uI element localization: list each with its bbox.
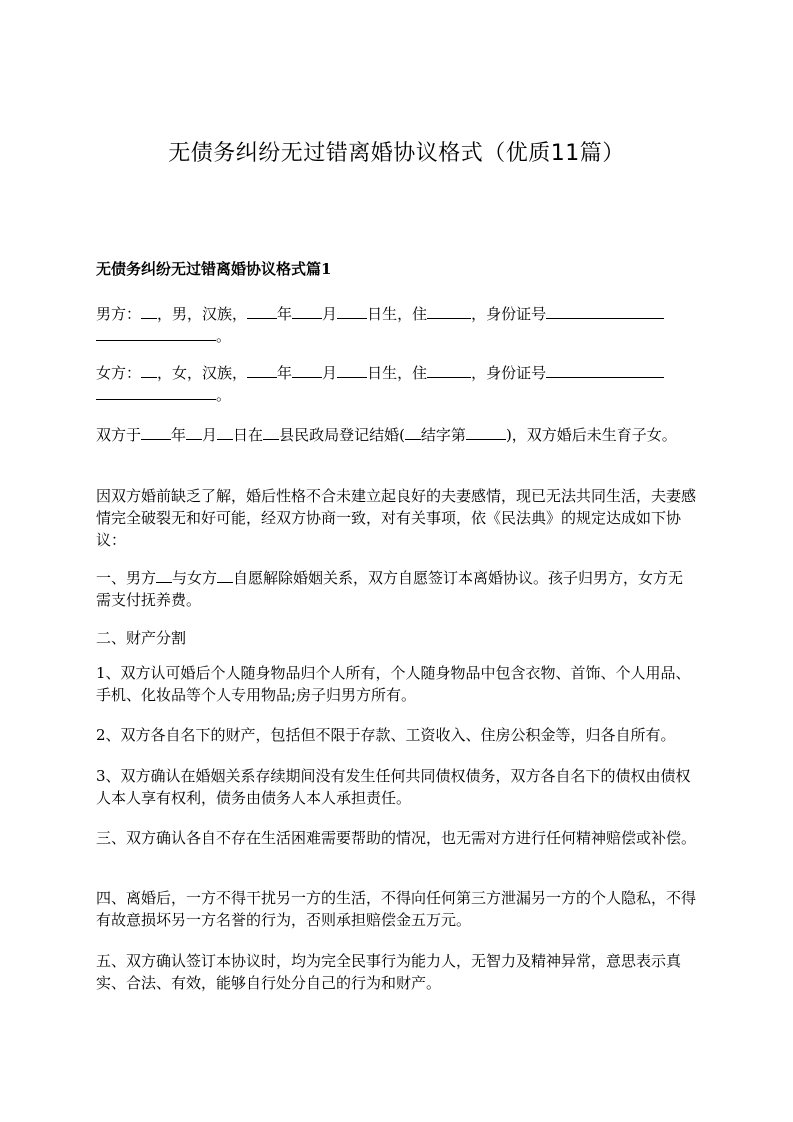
male-end: 。 [216,327,232,345]
blank-month [186,424,202,440]
blank-address [427,303,471,319]
clause-3-paragraph: 三、双方确认各自不存在生活困难需要帮助的情况，也无需对方进行任何精神赔偿或补偿。 [96,829,697,847]
marriage-cert: 结字第 [420,426,466,444]
clause-2-heading: 二、财产分割 [96,629,187,647]
blank-year [141,424,171,440]
blank-year [247,303,277,319]
marriage-text-1: 双方于 [96,426,142,444]
marriage-year: 年 [171,426,187,444]
blank-year [247,362,277,378]
female-text-1: ，女，汉族， [157,364,248,382]
male-year: 年 [277,305,293,323]
marriage-day-at: 日在 [233,426,264,444]
male-month: 月 [322,305,338,323]
blank-month [292,303,322,319]
marriage-county: 县民政局登记结婚( [279,426,405,444]
blank-female-name [217,567,233,583]
female-prefix: 女方： [96,364,142,382]
female-id-label: ，身份证号 [471,364,547,382]
blank-day [337,303,367,319]
blank-day [337,362,367,378]
property-item-3: 3、双方确认在婚姻关系存续期间没有发生任何共同债权债务，双方各自名下的债权由债权人本人享有权利，债务由债务人本人承担责任。 [96,767,691,807]
blank-id-number [546,303,664,319]
female-end: 。 [216,386,232,404]
blank-county [263,424,279,440]
blank-address [427,362,471,378]
blank-name [141,303,157,319]
blank-male-name [156,567,172,583]
marriage-rest: )，双方婚后未生育子女。 [505,426,677,444]
female-day-live: 日生，住 [367,364,428,382]
marriage-month: 月 [202,426,218,444]
clause1-text-1: 一、男方 [96,569,157,587]
male-text-1: ，男，汉族， [157,305,248,323]
clause-5-paragraph: 五、双方确认签订本协议时，均为完全民事行为能力人，无智力及精神异常，意思表示真实、合法、有效，能够自行处分自己的行为和财产。 [96,952,682,992]
male-id-label: ，身份证号 [471,305,547,323]
female-year: 年 [277,364,293,382]
marriage-registration-paragraph [96,424,697,446]
property-item-2: 2、双方各自名下的财产，包括但不限于存款、工资收入、住房公积金等，归各自所有。 [96,726,676,744]
female-month: 月 [322,364,338,382]
property-item-1: 1、双方认可婚后个人随身物品归个人所有，个人随身物品中包含衣物、首饰、个人用品、手机、化妆品等个人专用物品;房子归男方所有。 [96,664,691,704]
clause-1-paragraph [96,567,697,611]
female-party-line [96,362,697,406]
blank-cert-prefix [405,424,421,440]
clause1-text-2: 与女方 [172,569,218,587]
clause-4-paragraph: 四、离婚后，一方不得干扰另一方的生活，不得向任何第三方泄漏另一方的个人隐私，不得有故意损坏另一方名誉的行为，否则承担赔偿金五万元。 [96,889,697,929]
blank-id-number-continued [96,384,216,400]
male-prefix: 男方： [96,305,142,323]
male-day-live: 日生，住 [367,305,428,323]
document-title: 无债务纠纷无过错离婚协议格式（优质11篇） [168,141,625,166]
blank-id-number-continued [96,325,216,341]
clause1-text-3: 自愿解除婚姻关系，双方自愿签订本离婚协议。孩子归男方，女方无需支付抚养费。 [96,569,684,609]
reason-paragraph: 因双方婚前缺乏了解，婚后性格不合未建立起良好的夫妻感情，现已无法共同生活，夫妻感情完全破裂无和好可能，经双方协商一致，对有关事项，依《民法典》的规定达成如下协议： [96,487,697,549]
blank-cert-number [466,424,506,440]
section-heading: 无债务纠纷无过错离婚协议格式篇1 [96,260,332,278]
blank-id-number [546,362,664,378]
blank-month [292,362,322,378]
male-party-line [96,303,697,347]
blank-name [141,362,157,378]
blank-day [217,424,233,440]
